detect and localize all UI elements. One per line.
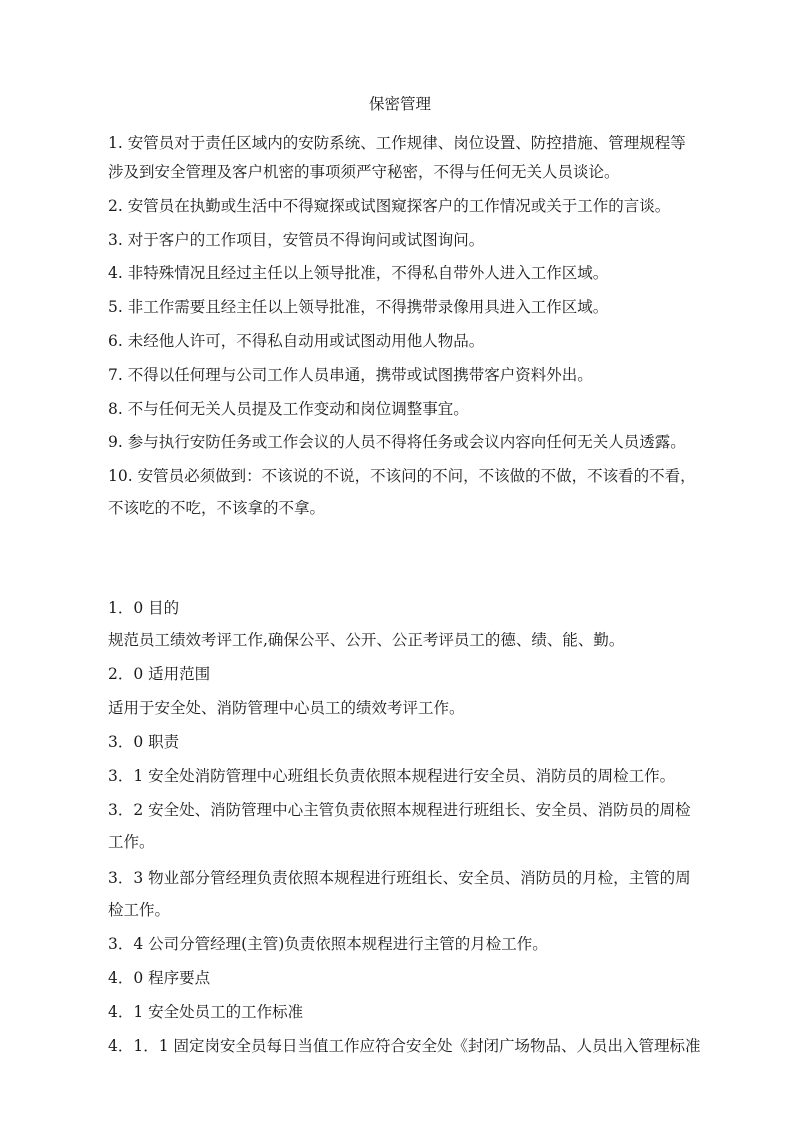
paragraph-line: 3．2 安全处、消防管理中心主管负责依照本规程进行班组长、安全员、消防员的周检: [108, 801, 691, 819]
paragraph-line: 3．3 物业部分管经理负责依照本规程进行班组长、安全员、消防员的月检，主管的周: [108, 869, 691, 887]
paragraph-line: 规范员工绩效考评工作,确保公平、公开、公正考评员工的德、绩、能、勤。: [108, 631, 625, 649]
document-title: 保密管理: [368, 95, 431, 113]
paragraph-line: 检工作。: [108, 901, 171, 919]
paragraph-line: 工作。: [108, 833, 155, 851]
section-heading: 3．0 职责: [108, 733, 180, 751]
paragraph-line: 不该吃的不吃，不该拿的不拿。: [108, 499, 326, 517]
paragraph-line: 9. 参与执行安防任务或工作会议的人员不得将任务或会议内容向任何无关人员透露。: [108, 433, 686, 451]
paragraph-line: 5. 非工作需要且经主任以上领导批准，不得携带录像用具进入工作区域。: [108, 298, 609, 316]
paragraph-line: 3. 对于客户的工作项目，安管员不得询问或试图询问。: [108, 231, 485, 249]
paragraph-line: 适用于安全处、消防管理中心员工的绩效考评工作。: [108, 699, 465, 717]
paragraph-line: 3．1 安全处消防管理中心班组长负责依照本规程进行安全员、消防员的周检工作。: [108, 767, 676, 785]
paragraph-line: 4．1．1 固定岗安全员每日当值工作应符合安全处《封闭广场物品、人员出入管理标准: [108, 1037, 701, 1055]
paragraph-line: 涉及到安全管理及客户机密的事项须严守秘密，不得与任何无关人员谈论。: [108, 163, 620, 181]
paragraph-line: 8. 不与任何无关人员提及工作变动和岗位调整事宜。: [108, 400, 469, 418]
paragraph-line: 4. 非特殊情况且经过主任以上领导批准，不得私自带外人进入工作区域。: [108, 264, 609, 282]
paragraph-line: 3．4 公司分管经理(主管)负责依照本规程进行主管的月检工作。: [108, 935, 548, 953]
section-heading: 2．0 适用范围: [108, 665, 211, 683]
paragraph-line: 1. 安管员对于责任区域内的安防系统、工作规律、岗位设置、防控措施、管理规程等: [108, 134, 686, 152]
section-heading: 1．0 目的: [108, 599, 180, 617]
paragraph-line: 6. 未经他人许可，不得私自动用或试图动用他人物品。: [108, 332, 485, 350]
paragraph-line: 10. 安管员必须做到：不该说的不说，不该问的不问，不该做的不做，不该看的不看，: [108, 467, 696, 485]
paragraph-line: 2. 安管员在执勤或生活中不得窥探或试图窥探客户的工作情况或关于工作的言谈。: [108, 197, 671, 215]
section-heading: 4．1 安全处员工的工作标准: [108, 1003, 304, 1021]
section-heading: 4．0 程序要点: [108, 969, 211, 987]
paragraph-line: 7. 不得以任何理与公司工作人员串通，携带或试图携带客户资料外出。: [108, 366, 593, 384]
